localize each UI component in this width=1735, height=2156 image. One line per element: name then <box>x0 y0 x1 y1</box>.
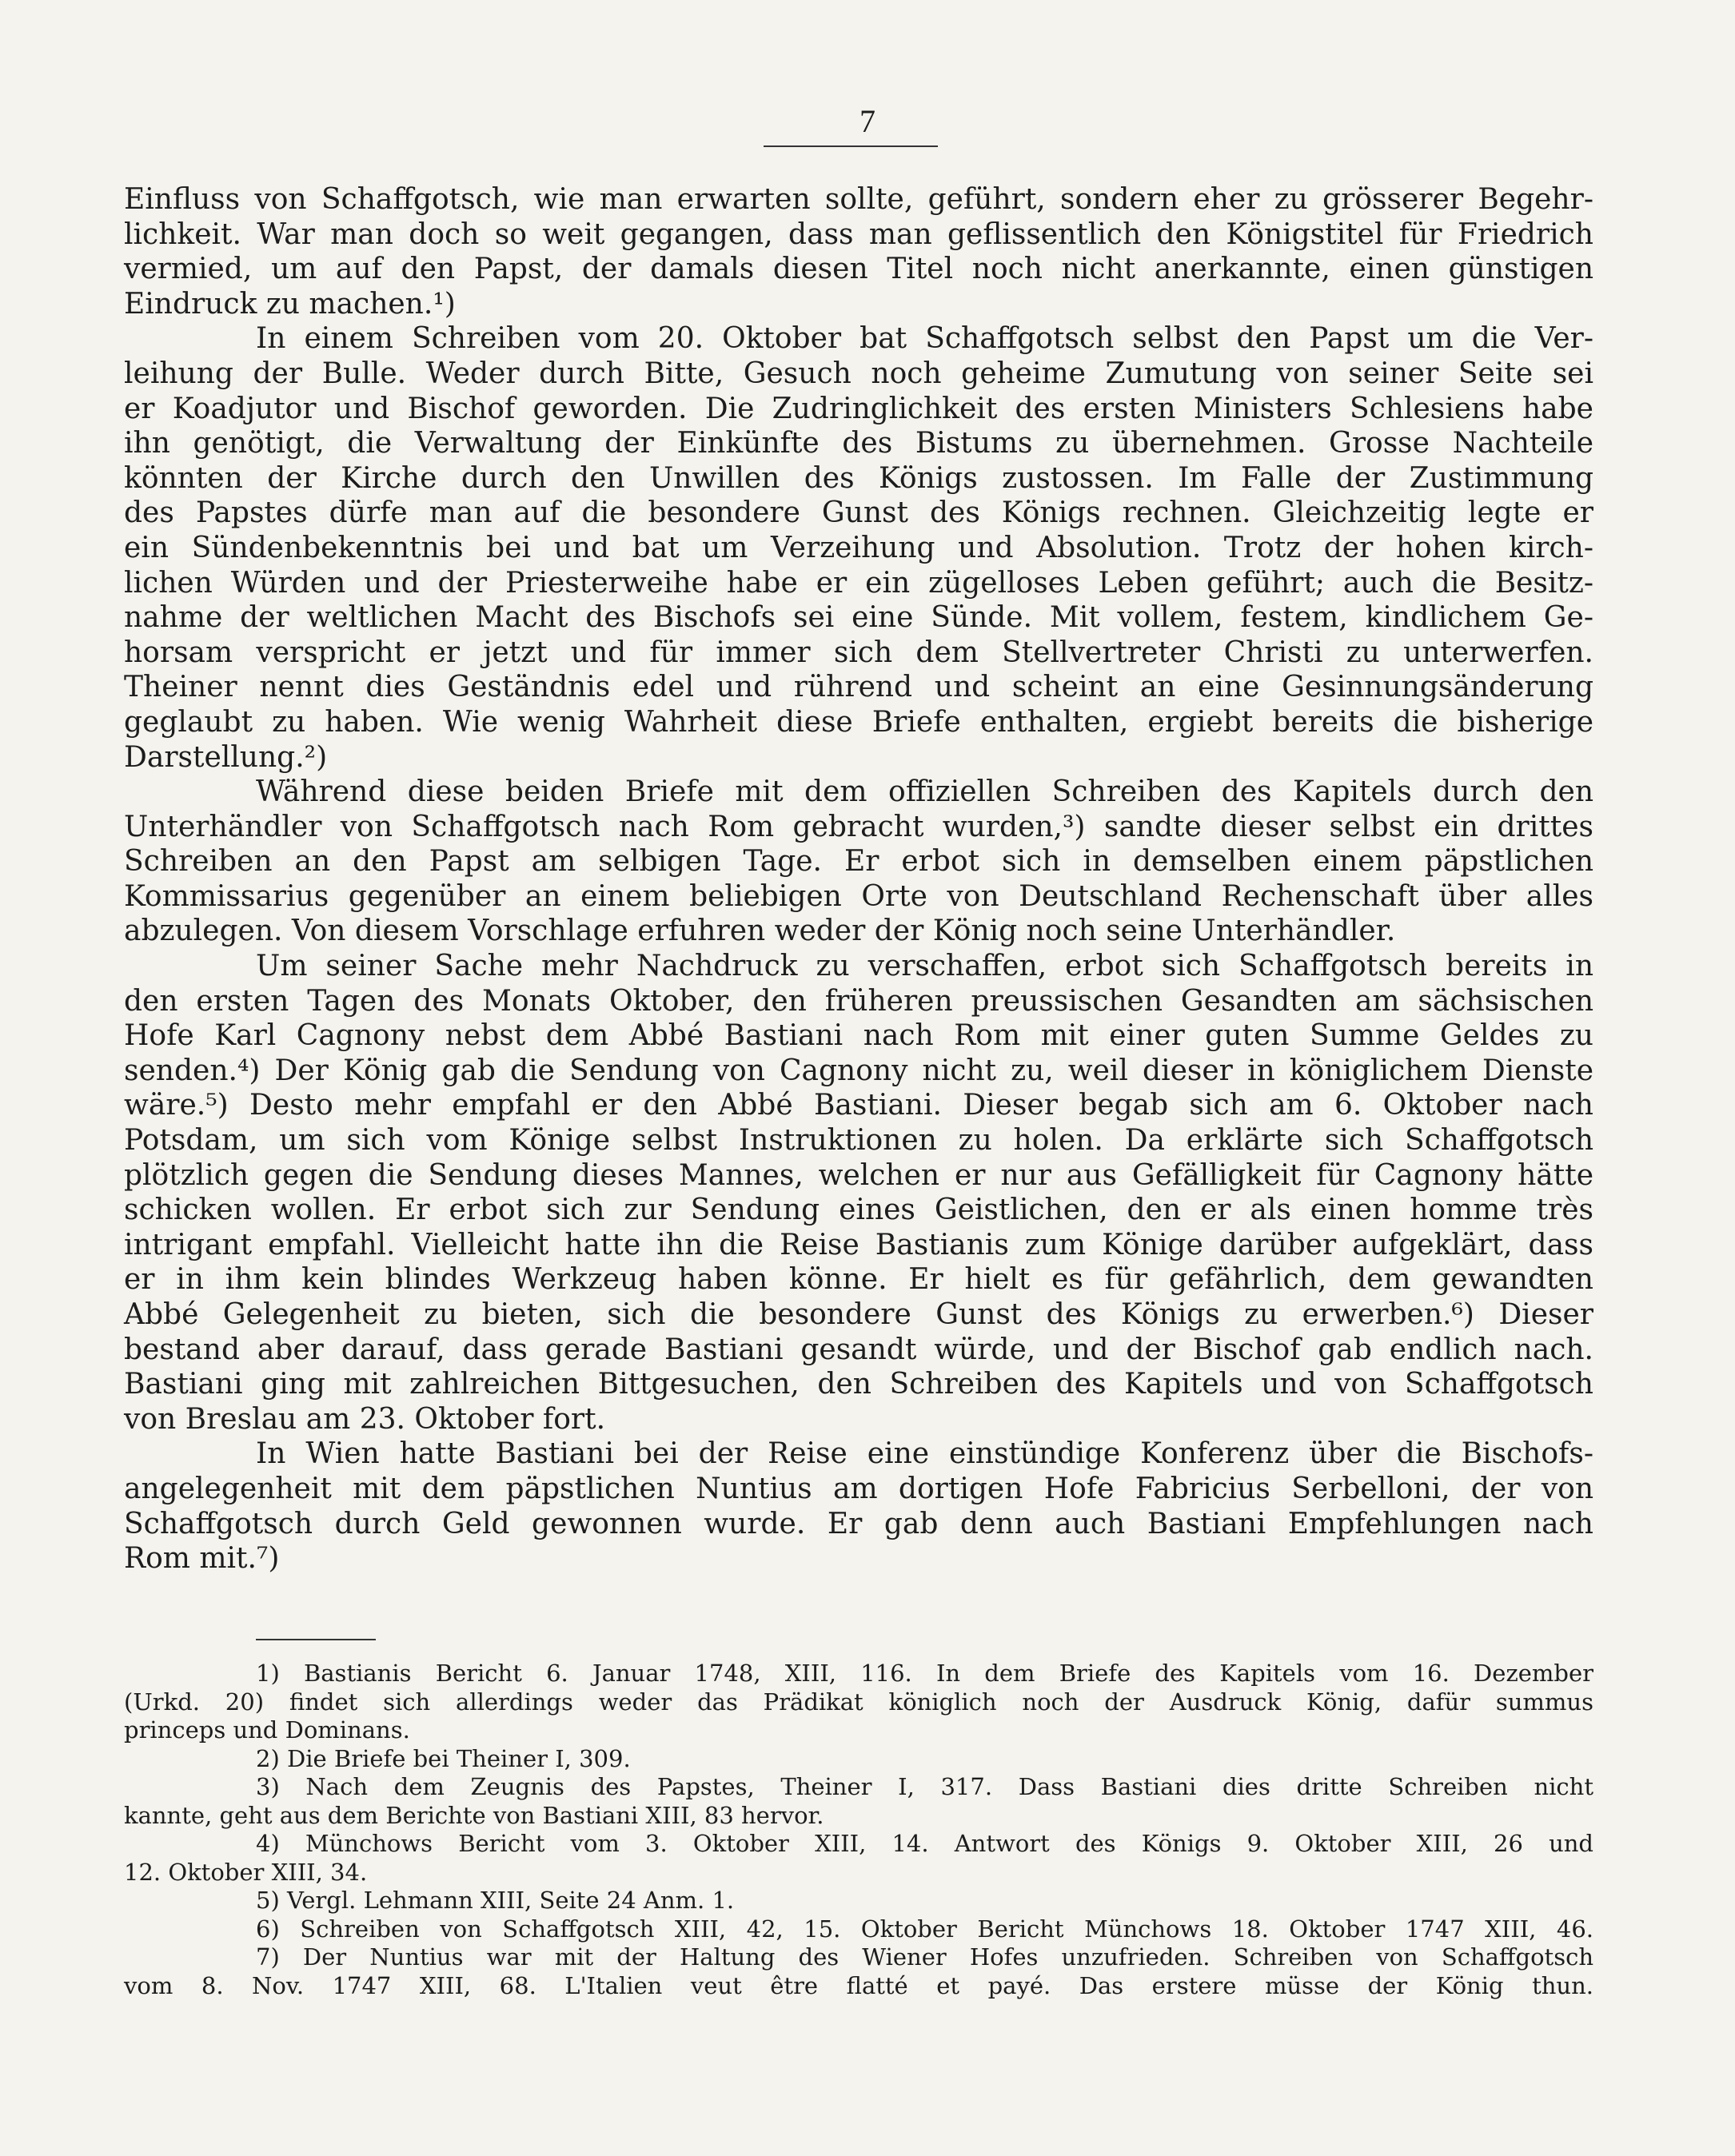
text-line: Rom mit.⁷) <box>124 1542 280 1576</box>
text-line: er in ihm kein blindes Werkzeug haben könne. Er hielt es für gefährlich, dem gewandten <box>124 1263 1593 1297</box>
text-line: In Wien hatte Bastiani bei der Reise eine einstündige Konferenz über die Bischofs- <box>256 1437 1593 1471</box>
footnote-line: 12. Oktober XIII, 34. <box>124 1858 368 1886</box>
text-line: In einem Schreiben vom 20. Oktober bat Schaffgotsch selbst den Papst um die Ver- <box>256 322 1593 356</box>
text-line: Theiner nennt dies Geständnis edel und rührend und scheint an eine Gesinnungsänderung <box>124 671 1593 704</box>
text-line: vermied, um auf den Papst, der damals diesen Titel noch nicht anerkannte, einen günstigen <box>124 253 1593 286</box>
text-line: ihn genötigt, die Verwaltung der Einkünfte des Bistums zu übernehmen. Grosse Nachteile <box>124 427 1593 460</box>
text-line: bestand aber darauf, dass gerade Bastiani gesandt würde, und der Bischof gab endlich nach. <box>124 1333 1593 1366</box>
text-line: Kommissarius gegenüber an einem beliebigen Orte von Deutschland Rechenschaft über alles <box>124 879 1593 913</box>
text-line: Eindruck zu machen.¹) <box>124 287 456 321</box>
footnote-separator <box>256 1639 376 1640</box>
text-line: wäre.⁵) Desto mehr empfahl er den Abbé Bastiani. Dieser begab sich am 6. Oktober nach <box>124 1089 1593 1122</box>
text-line: des Papstes dürfe man auf die besondere Gunst des Königs rechnen. Gleichzeitig legte er <box>124 496 1593 530</box>
text-line: horsam verspricht er jetzt und für immer sich dem Stellvertreter Christi zu unterwerfen. <box>124 636 1593 669</box>
text-line: Bastiani ging mit zahlreichen Bittgesuchen, den Schreiben des Kapitels und von Schaffgotsch <box>124 1368 1593 1401</box>
text-line: er Koadjutor und Bischof geworden. Die Zudringlichkeit des ersten Ministers Schlesiens habe <box>124 392 1593 425</box>
footnote-line: kannte, geht aus dem Berichte von Bastiani XIII, 83 hervor. <box>124 1801 824 1829</box>
footnote-line: 3) Nach dem Zeugnis des Papstes, Theiner I, 317. Dass Bastiani dies dritte Schreiben nicht <box>256 1773 1593 1800</box>
text-line: lichkeit. War man doch so weit gegangen, dass man geflissentlich den Königstitel für Friedrich <box>124 217 1593 251</box>
text-line: schicken wollen. Er erbot sich zur Sendung eines Geistlichen, den er als einen homme très <box>124 1194 1593 1227</box>
text-line: den ersten Tagen des Monats Oktober, den früheren preussischen Gesandten am sächsischen <box>124 984 1593 1018</box>
text-line: könnten der Kirche durch den Unwillen des Königs zustossen. Im Falle der Zustimmung <box>124 461 1593 495</box>
text-line: Abbé Gelegenheit zu bieten, sich die besondere Gunst des Königs zu erwerben.⁶) Dieser <box>124 1298 1593 1331</box>
page-number: 7 <box>860 103 875 139</box>
text-line: geglaubt zu haben. Wie wenig Wahrheit diese Briefe enthalten, ergiebt bereits die bisherige <box>124 705 1593 739</box>
text-line: Während diese beiden Briefe mit dem offiziellen Schreiben des Kapitels durch den <box>256 775 1593 809</box>
text-line: plötzlich gegen die Sendung dieses Mannes, welchen er nur aus Gefälligkeit für Cagnony hätte <box>124 1158 1593 1192</box>
footnote-line: vom 8. Nov. 1747 XIII, 68. L'Italien veut être flatté et payé. Das erstere müsse der König thun. <box>124 1971 1593 1999</box>
body-text <box>124 182 1593 1576</box>
footnote-line: 6) Schreiben von Schaffgotsch XIII, 42, 15. Oktober Bericht Münchows 18. Oktober 1747 XIII, 46. <box>256 1915 1593 1943</box>
text-line: abzulegen. Von diesem Vorschlage erfuhren weder der König noch seine Unterhändler. <box>124 915 1396 948</box>
text-line: Darstellung.²) <box>124 740 328 774</box>
text-line: Einfluss von Schaffgotsch, wie man erwarten sollte, geführt, sondern eher zu grösserer Begehr- <box>124 183 1593 216</box>
footnote-line: 1) Bastianis Bericht 6. Januar 1748, XIII, 116. In dem Briefe des Kapitels vom 16. Dezember <box>256 1660 1593 1687</box>
text-line: lichen Würden und der Priesterweihe habe er ein zügelloses Leben geführt; auch die Besitz- <box>124 566 1593 600</box>
footnote-line: 2) Die Briefe bei Theiner I, 309. <box>256 1744 631 1772</box>
text-line: Potsdam, um sich vom Könige selbst Instruktionen zu holen. Da erklärte sich Schaffgotsch <box>124 1124 1593 1158</box>
text-line: Schreiben an den Papst am selbigen Tage. Er erbot sich in demselben einem päpstlichen <box>124 845 1593 879</box>
text-line: Schaffgotsch durch Geld gewonnen wurde. Er gab denn auch Bastiani Empfehlungen nach <box>124 1507 1593 1540</box>
text-line: Hofe Karl Cagnony nebst dem Abbé Bastiani nach Rom mit einer guten Summe Geldes zu <box>124 1019 1593 1053</box>
footnote-line: 5) Vergl. Lehmann XIII, Seite 24 Anm. 1. <box>256 1887 735 1914</box>
footnote-line: (Urkd. 20) findet sich allerdings weder das Prädikat königlich noch der Ausdruck König, dafür summus <box>124 1688 1593 1716</box>
footnote-line: 4) Münchows Bericht vom 3. Oktober XIII, 14. Antwort des Königs 9. Oktober XIII, 26 und <box>256 1830 1593 1857</box>
text-line: leihung der Bulle. Weder durch Bitte, Gesuch noch geheime Zumutung von seiner Seite sei <box>124 357 1593 390</box>
footnotes <box>124 1660 1593 2000</box>
text-line: angelegenheit mit dem päpstlichen Nuntius am dortigen Hofe Fabricius Serbelloni, der von <box>124 1472 1593 1505</box>
text-line: von Breslau am 23. Oktober fort. <box>124 1402 606 1436</box>
text-line: Um seiner Sache mehr Nachdruck zu verschaffen, erbot sich Schaffgotsch bereits in <box>256 950 1593 983</box>
text-line: Unterhändler von Schaffgotsch nach Rom gebracht wurden,³) sandte dieser selbst ein drittes <box>124 810 1593 843</box>
page-number-rule <box>764 145 938 147</box>
text-line: ein Sündenbekenntnis bei und bat um Verzeihung und Absolution. Trotz der hohen kirch- <box>124 531 1593 564</box>
text-line: intrigant empfahl. Vielleicht hatte ihn die Reise Bastianis zum Könige darüber aufgeklärt, dass <box>124 1228 1593 1261</box>
footnote-line: 7) Der Nuntius war mit der Haltung des Wiener Hofes unzufrieden. Schreiben von Schaffgotsch <box>256 1943 1593 1971</box>
text-line: nahme der weltlichen Macht des Bischofs sei eine Sünde. Mit vollem, festem, kindlichem Ge- <box>124 601 1593 635</box>
footnote-line: princeps und Dominans. <box>124 1716 410 1744</box>
text-line: senden.⁴) Der König gab die Sendung von Cagnony nicht zu, weil dieser in königlichem Dienste <box>124 1054 1593 1087</box>
